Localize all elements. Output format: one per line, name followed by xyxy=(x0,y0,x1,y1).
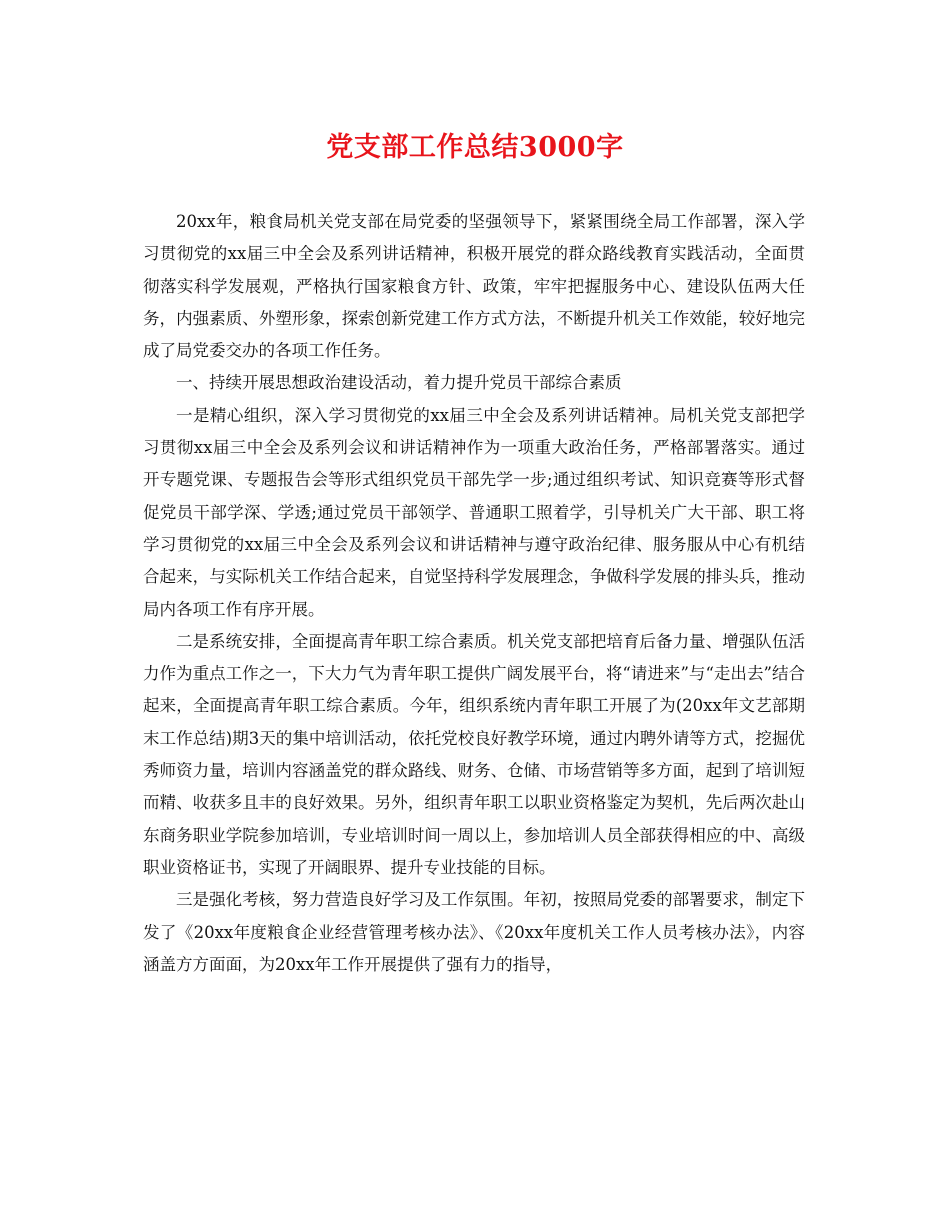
paragraph-item-3: 三是强化考核，努力营造良好学习及工作氛围。年初，按照局党委的部署要求，制定下发了《20xx年度粮食企业经营管理考核办法》、《20xx年度机关工作人员考核办法》，内容涵盖方方面面，为20xx年工作开展提供了强有力的指导， xyxy=(143,890,805,974)
paragraph-intro: 20xx年，粮食局机关党支部在局党委的坚强领导下，紧紧围绕全局工作部署，深入学习贯彻党的xx届三中全会及系列讲话精神，积极开展党的群众路线教育实践活动，全面贯彻落实科学发展观，严格执行国家粮食方针、政策，牢牢把握服务中心、建设队伍两大任务，内强素质、外塑形象，探索创新党建工作方式方法，不断提升机关工作效能，较好地完成了局党委交办的各项工作任务。 xyxy=(143,212,805,361)
paragraph-item-1: 一是精心组织，深入学习贯彻党的xx届三中全会及系列讲话精神。局机关党支部把学习贯彻xx届三中全会及系列会议和讲话精神作为一项重大政治任务，严格部署落实。通过开专题党课、专题报告会等形式组织党员干部先学一步;通过组织考试、知识竞赛等形式督促党员干部学深、学透;通过党员干部领学、普通职工照着学，引导机关广大干部、职工将学习贯彻党的xx届三中全会及系列会议和讲话精神与遵守政治纪律、服务服从中心有机结合起来，与实际机关工作结合起来，自觉坚持科学发展理念，争做科学发展的排头兵，推动局内各项工作有序开展。 xyxy=(143,405,805,619)
document-title: 党支部工作总结3000字 xyxy=(326,132,624,163)
paragraph-item-2: 二是系统安排，全面提高青年职工综合素质。机关党支部把培育后备力量、增强队伍活力作为重点工作之一，下大力气为青年职工提供广阔发展平台，将“请进来”与“走出去”结合起来，全面提高青年职工综合素质。今年，组织系统内青年职工开展了为(20xx年文艺部期末工作总结)期3天的集中培训活动，依托党校良好教学环境，通过内聘外请等方式，挖掘优秀师资力量，培训内容涵盖党的群众路线、财务、仓储、市场营销等多方面，起到了培训短而精、收获多且丰的良好效果。另外，组织青年职工以职业资格鉴定为契机，先后两次赴山东商务职业学院参加培训，专业培训时间一周以上，参加培训人员全部获得相应的中、高级职业资格证书，实现了开阔眼界、提升专业技能的目标。 xyxy=(143,631,805,877)
section-heading-1: 一、持续开展思想政治建设活动，着力提升党员干部综合素质 xyxy=(176,373,622,393)
document-body xyxy=(143,206,805,981)
